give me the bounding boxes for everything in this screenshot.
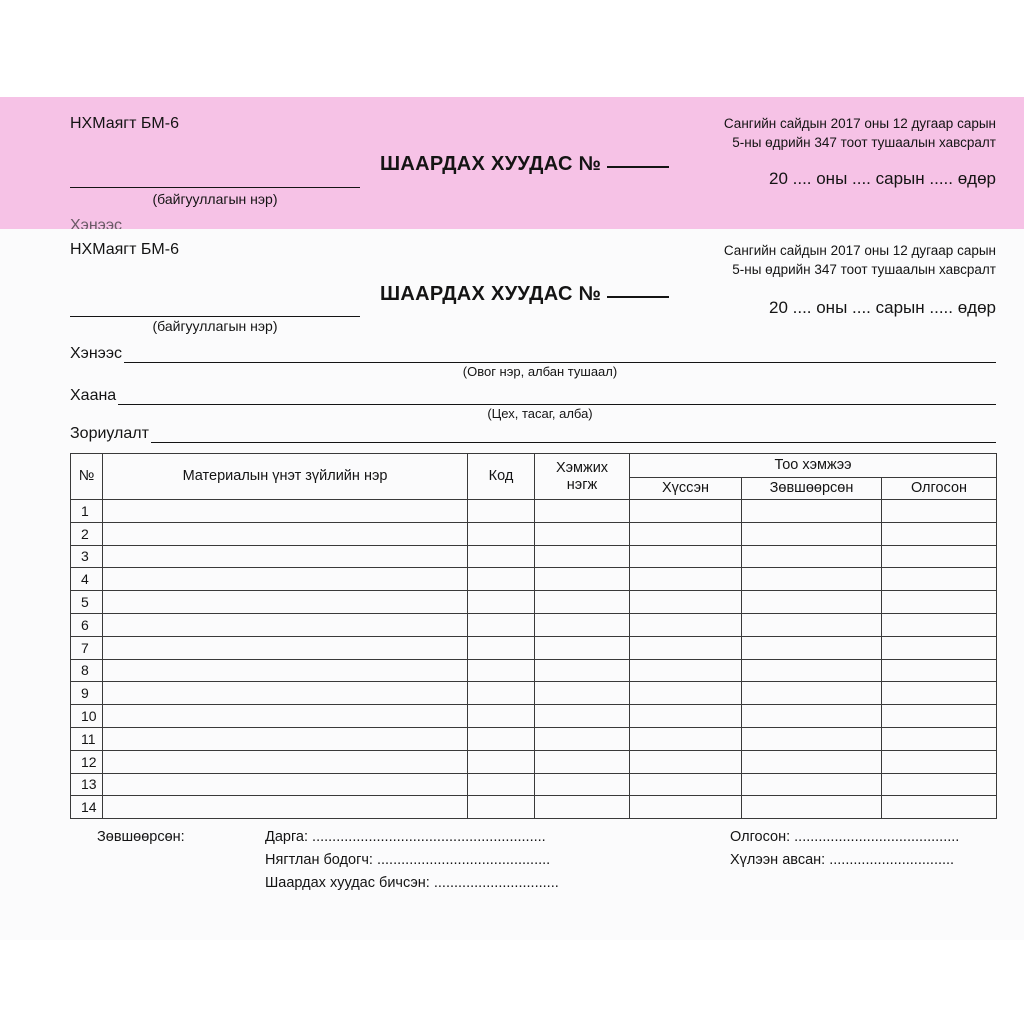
issued-cell[interactable]	[882, 591, 997, 614]
document-number-blank[interactable]	[607, 166, 669, 168]
issued-cell[interactable]	[882, 522, 997, 545]
director-signature-line[interactable]: Дарга: ..........................................................	[265, 829, 546, 845]
received-by-signature-line[interactable]: Хүлээн авсан: ...............................	[730, 852, 955, 868]
issued-cell[interactable]	[882, 705, 997, 728]
organization-name-line[interactable]	[70, 301, 360, 317]
row-number: 12	[71, 750, 103, 773]
accountant-signature-line[interactable]: Нягтлан бодогч: ...........................................	[265, 852, 551, 868]
table-row	[71, 591, 997, 614]
approval-line-2: 5-ны өдрийн 347 тоот тушаалын хавсралт	[732, 262, 996, 277]
unit-cell[interactable]	[535, 682, 630, 705]
header-unit: Хэмжих нэгж	[535, 454, 630, 500]
organization-caption: (байгууллагын нэр)	[152, 191, 278, 207]
code-cell[interactable]	[468, 705, 535, 728]
table-row	[71, 750, 997, 773]
approved-cell[interactable]	[742, 522, 882, 545]
table-row	[71, 568, 997, 591]
approved-cell[interactable]	[742, 568, 882, 591]
row-number: 4	[71, 568, 103, 591]
requested-cell[interactable]	[630, 659, 742, 682]
material-name-cell[interactable]	[103, 613, 468, 636]
unit-cell[interactable]	[535, 613, 630, 636]
document-title	[380, 283, 669, 306]
code-cell[interactable]	[468, 568, 535, 591]
where-label: Хаана	[70, 387, 117, 404]
row-number: 7	[71, 636, 103, 659]
header-requested: Хүссэн	[630, 478, 742, 500]
items-table	[70, 453, 997, 819]
requested-cell[interactable]	[630, 613, 742, 636]
table-row	[71, 796, 997, 819]
row-number: 3	[71, 545, 103, 568]
unit-cell[interactable]	[535, 636, 630, 659]
code-cell[interactable]	[468, 682, 535, 705]
approval-line-1: Сангийн сайдын 2017 оны 12 дугаар сарын	[723, 243, 996, 258]
material-name-cell[interactable]	[103, 727, 468, 750]
table-row	[71, 636, 997, 659]
issued-cell[interactable]	[882, 568, 997, 591]
table-row	[71, 545, 997, 568]
code-cell[interactable]	[468, 659, 535, 682]
approved-cell[interactable]	[742, 659, 882, 682]
unit-cell[interactable]	[535, 545, 630, 568]
approved-cell[interactable]	[742, 750, 882, 773]
requested-cell[interactable]	[630, 796, 742, 819]
unit-cell[interactable]	[535, 796, 630, 819]
row-number: 6	[71, 613, 103, 636]
material-name-cell[interactable]	[103, 705, 468, 728]
requested-cell[interactable]	[630, 568, 742, 591]
requested-cell[interactable]	[630, 500, 742, 523]
code-cell[interactable]	[468, 522, 535, 545]
issued-cell[interactable]	[882, 727, 997, 750]
carbon-copy-top	[0, 97, 1024, 229]
table-row	[71, 659, 997, 682]
purpose-input-line[interactable]	[151, 429, 996, 443]
unit-cell[interactable]	[535, 659, 630, 682]
code-cell[interactable]	[468, 750, 535, 773]
header-quantity: Тоо хэмжээ	[630, 454, 997, 478]
header-code: Код	[468, 454, 535, 500]
issued-cell[interactable]	[882, 682, 997, 705]
material-name-cell[interactable]	[103, 500, 468, 523]
approved-cell[interactable]	[742, 796, 882, 819]
row-number: 14	[71, 796, 103, 819]
document-number-blank[interactable]	[607, 296, 669, 298]
approved-cell[interactable]	[742, 545, 882, 568]
requisition-form	[0, 229, 1024, 940]
header-approved: Зөвшөөрсөн	[742, 478, 882, 500]
issued-cell[interactable]	[882, 659, 997, 682]
code-cell[interactable]	[468, 545, 535, 568]
approved-cell[interactable]	[742, 500, 882, 523]
date-line: 20 .... оны .... сарын ..... өдөр	[768, 298, 996, 317]
underlying-text-peek: Хэнээс	[70, 217, 122, 229]
form-code: НХМаягт БМ-6	[70, 115, 179, 132]
from-input-line[interactable]	[124, 349, 996, 363]
requested-cell[interactable]	[630, 705, 742, 728]
approval-note	[724, 241, 996, 279]
material-name-cell[interactable]	[103, 591, 468, 614]
row-number: 5	[71, 591, 103, 614]
from-label: Хэнээс	[70, 345, 122, 362]
requested-cell[interactable]	[630, 727, 742, 750]
document-title-text: ШААРДАХ ХУУДАС №	[380, 153, 602, 175]
issued-cell[interactable]	[882, 796, 997, 819]
code-cell[interactable]	[468, 727, 535, 750]
table-row	[71, 613, 997, 636]
where-input-line[interactable]	[118, 391, 996, 405]
header-material-name: Материалын үнэт зүйлийн нэр	[103, 454, 468, 500]
material-name-cell[interactable]	[103, 750, 468, 773]
row-number: 10	[71, 705, 103, 728]
document-title	[380, 153, 669, 176]
material-name-cell[interactable]	[103, 796, 468, 819]
table-row	[71, 705, 997, 728]
unit-cell[interactable]	[535, 500, 630, 523]
header-number: №	[71, 454, 103, 500]
requested-cell[interactable]	[630, 591, 742, 614]
table-row	[71, 522, 997, 545]
requested-cell[interactable]	[630, 545, 742, 568]
unit-cell[interactable]	[535, 522, 630, 545]
code-cell[interactable]	[468, 636, 535, 659]
approval-line-2: 5-ны өдрийн 347 тоот тушаалын хавсралт	[732, 135, 996, 150]
material-name-cell[interactable]	[103, 545, 468, 568]
writer-signature-line[interactable]: Шаардах хуудас бичсэн: ...............................	[265, 875, 559, 891]
approved-cell[interactable]	[742, 727, 882, 750]
approved-cell[interactable]	[742, 773, 882, 796]
row-number: 13	[71, 773, 103, 796]
approval-note	[724, 114, 996, 152]
row-number: 11	[71, 727, 103, 750]
issued-cell[interactable]	[882, 500, 997, 523]
where-caption: (Цех, тасаг, алба)	[487, 406, 593, 421]
date-line: 20 .... оны .... сарын ..... өдөр	[768, 169, 996, 188]
from-caption: (Овог нэр, албан тушаал)	[462, 364, 618, 379]
material-name-cell[interactable]	[103, 659, 468, 682]
code-cell[interactable]	[468, 796, 535, 819]
issued-cell[interactable]	[882, 636, 997, 659]
material-name-cell[interactable]	[103, 522, 468, 545]
material-name-cell[interactable]	[103, 568, 468, 591]
approved-cell[interactable]	[742, 705, 882, 728]
approval-line-1: Сангийн сайдын 2017 оны 12 дугаар сарын	[723, 116, 996, 131]
from-field	[70, 343, 996, 363]
code-cell[interactable]	[468, 591, 535, 614]
unit-cell[interactable]	[535, 705, 630, 728]
unit-cell[interactable]	[535, 727, 630, 750]
approved-label: Зөвшөөрсөн:	[97, 829, 185, 845]
approved-cell[interactable]	[742, 682, 882, 705]
approved-cell[interactable]	[742, 636, 882, 659]
approved-cell[interactable]	[742, 613, 882, 636]
unit-cell[interactable]	[535, 591, 630, 614]
purpose-field	[70, 423, 996, 443]
table-row	[71, 773, 997, 796]
issued-cell[interactable]	[882, 773, 997, 796]
row-number: 8	[71, 659, 103, 682]
where-field	[70, 385, 996, 405]
material-name-cell[interactable]	[103, 682, 468, 705]
requested-cell[interactable]	[630, 750, 742, 773]
organization-name-line[interactable]	[70, 172, 360, 188]
requested-cell[interactable]	[630, 636, 742, 659]
organization-caption: (байгууллагын нэр)	[152, 318, 278, 334]
row-number: 1	[71, 500, 103, 523]
header-issued: Олгосон	[882, 478, 997, 500]
requested-cell[interactable]	[630, 522, 742, 545]
issued-cell[interactable]	[882, 750, 997, 773]
material-name-cell[interactable]	[103, 636, 468, 659]
unit-cell[interactable]	[535, 773, 630, 796]
requested-cell[interactable]	[630, 773, 742, 796]
table-row	[71, 500, 997, 523]
row-number: 9	[71, 682, 103, 705]
code-cell[interactable]	[468, 773, 535, 796]
approved-cell[interactable]	[742, 591, 882, 614]
form-code: НХМаягт БМ-6	[70, 241, 179, 258]
document-title-text: ШААРДАХ ХУУДАС №	[380, 283, 602, 305]
code-cell[interactable]	[468, 613, 535, 636]
row-number: 2	[71, 522, 103, 545]
purpose-label: Зориулалт	[70, 425, 149, 442]
code-cell[interactable]	[468, 500, 535, 523]
unit-cell[interactable]	[535, 568, 630, 591]
table-row	[71, 682, 997, 705]
unit-cell[interactable]	[535, 750, 630, 773]
requested-cell[interactable]	[630, 682, 742, 705]
issued-by-signature-line[interactable]: Олгосон: .........................................	[730, 829, 960, 845]
issued-cell[interactable]	[882, 613, 997, 636]
issued-cell[interactable]	[882, 545, 997, 568]
table-row	[71, 727, 997, 750]
material-name-cell[interactable]	[103, 773, 468, 796]
